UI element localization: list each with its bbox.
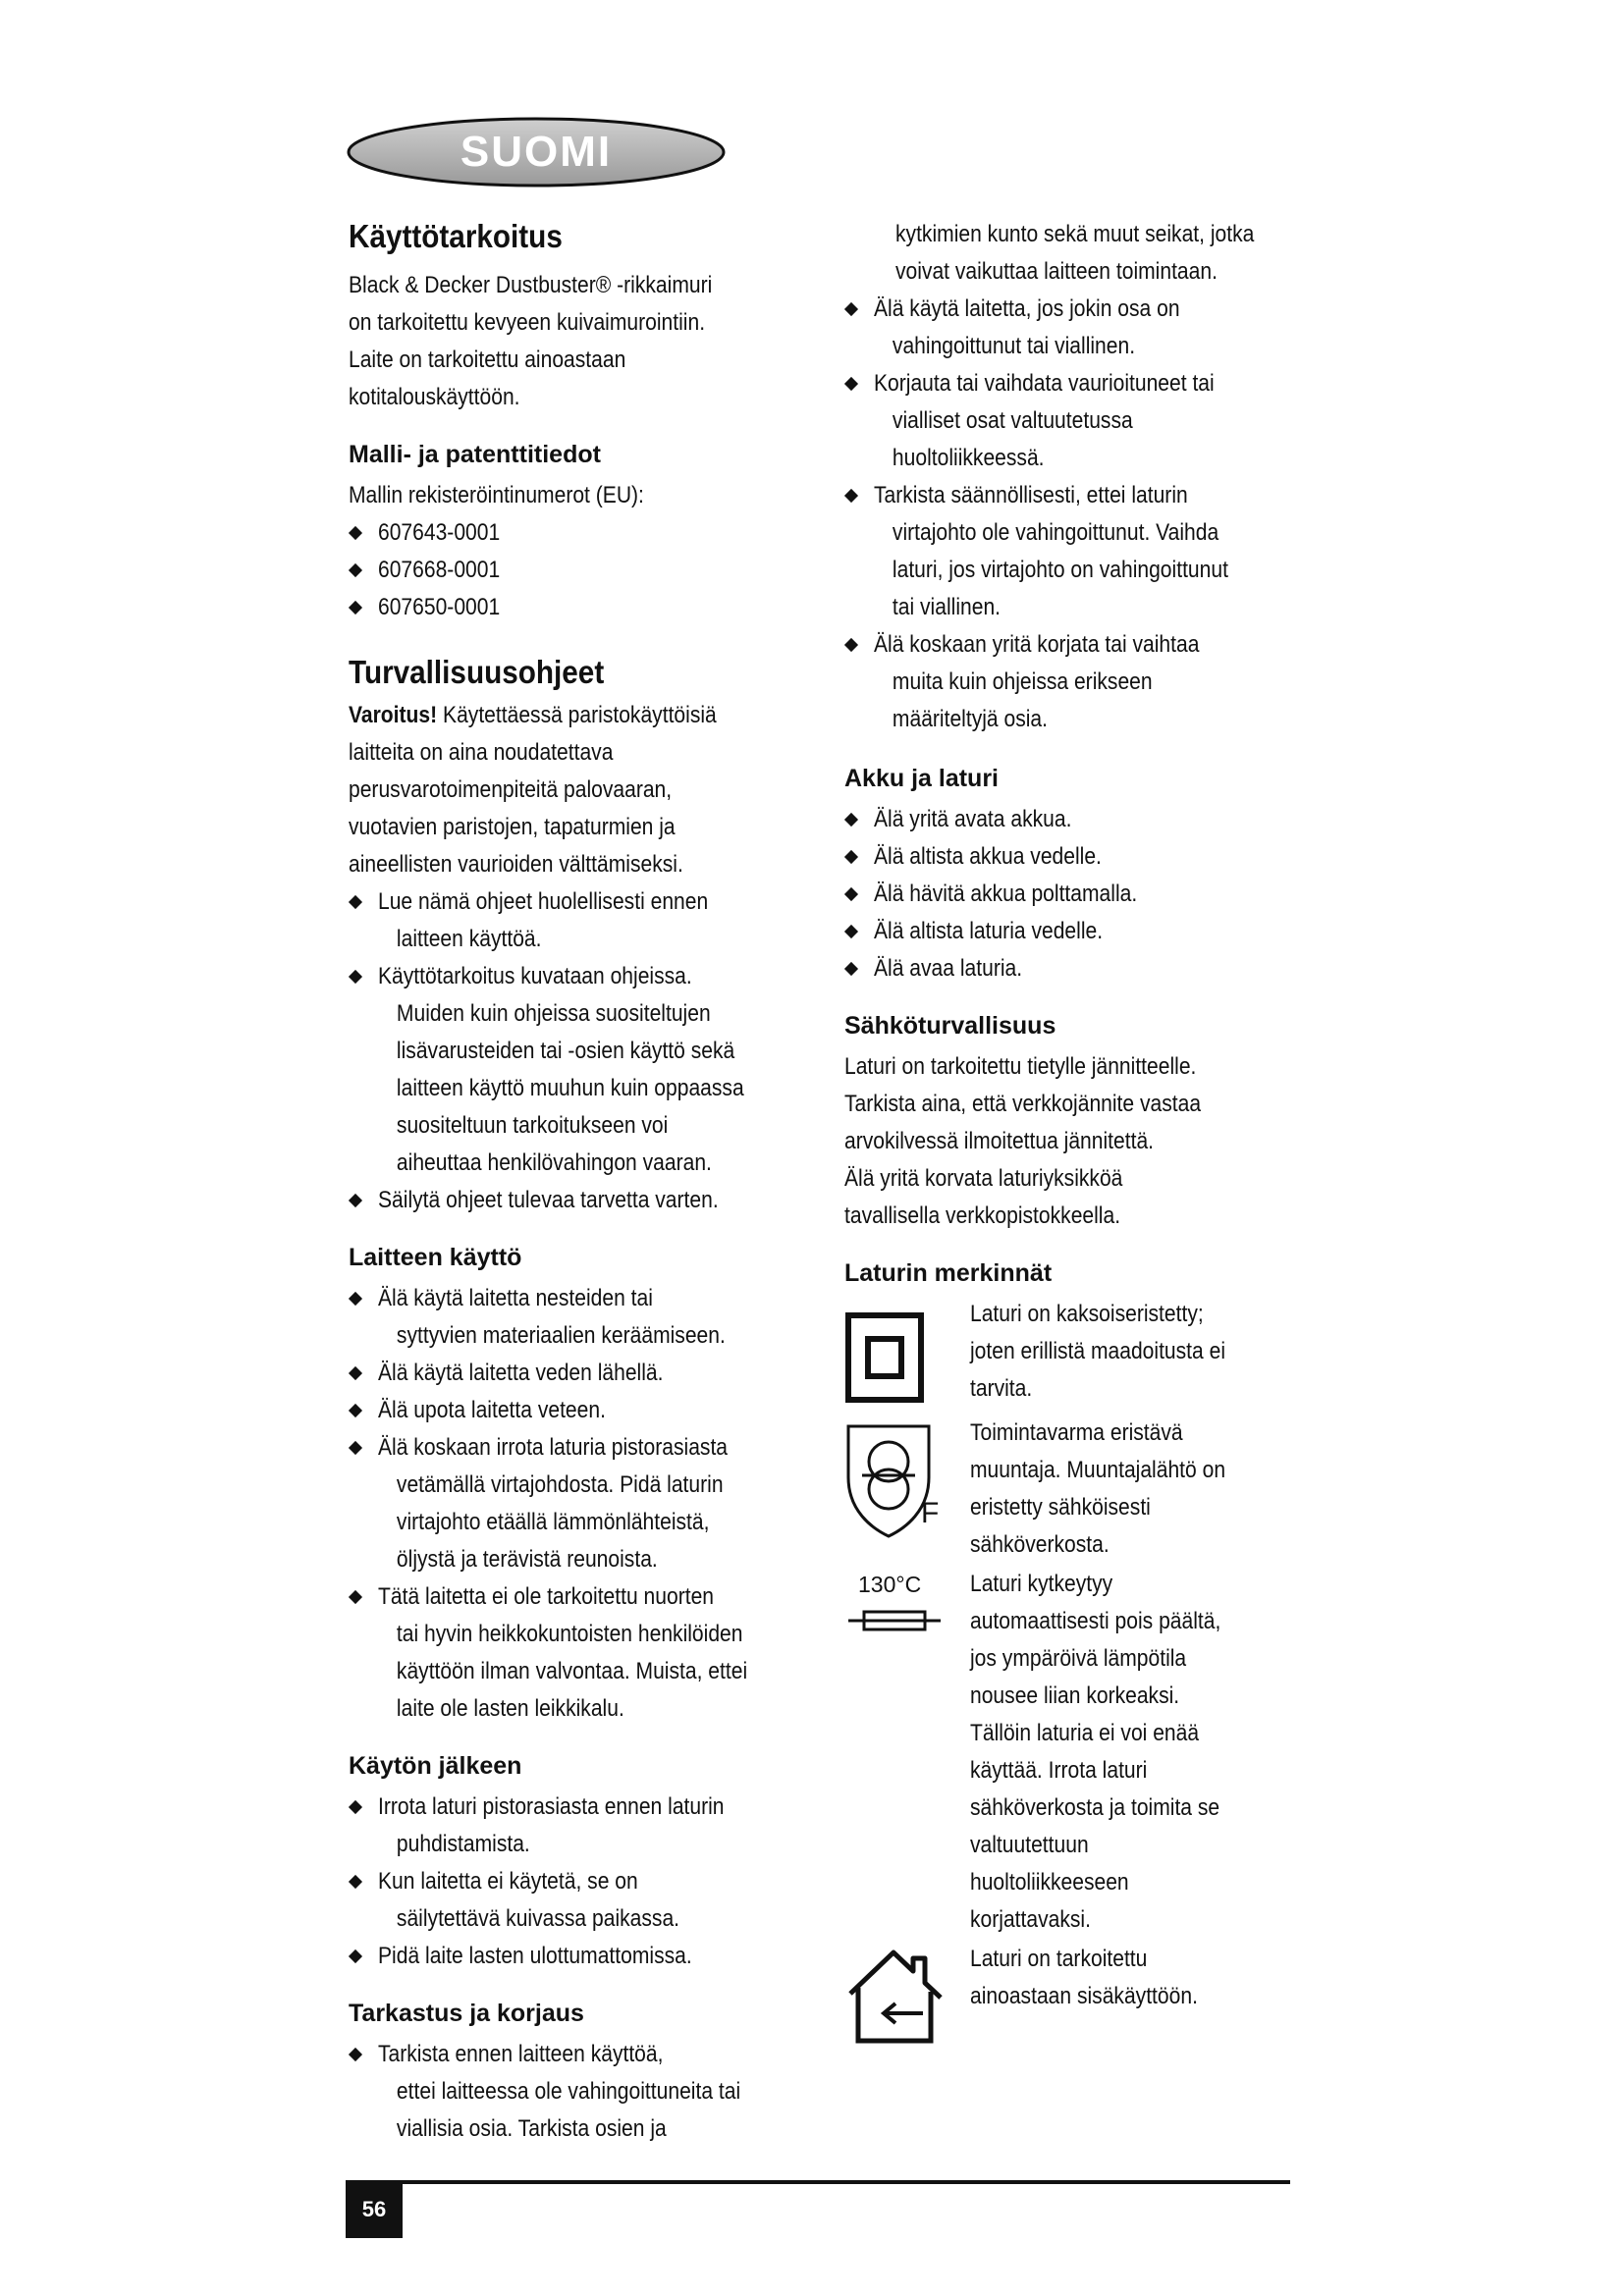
text-line: kytkimien kunto sekä muut seikat, jotka <box>895 221 1255 247</box>
list-item-text: viallisia osia. Tarkista osien ja <box>396 2115 667 2142</box>
list-item <box>844 365 1296 477</box>
list-item-text: Älä altista akkua vedelle. <box>874 843 1102 870</box>
list-item-text: Älä hävitä akkua polttamalla. <box>874 881 1138 907</box>
list-item <box>349 2036 795 2148</box>
bullet-diamond-icon <box>349 601 362 614</box>
list-item-text: aiheuttaa henkilövahingon vaaran. <box>396 1149 712 1176</box>
intended-use-title: Käyttötarkoitus <box>349 218 563 254</box>
list-item-text: ettei laitteessa ole vahingoittuneita tai <box>396 2078 741 2105</box>
text-line: on tarkoitettu kevyeen kuivaimurointiin. <box>349 309 706 336</box>
bullet-diamond-icon <box>349 1366 362 1380</box>
list-item <box>844 950 1296 988</box>
list-item-text: Pidä laite lasten ulottumattomissa. <box>378 1943 692 1969</box>
list-item <box>349 589 795 626</box>
list-item <box>349 958 795 1182</box>
list-item-text: Tätä laitetta ei ole tarkoitettu nuorten <box>378 1583 715 1610</box>
list-item-text: Kun laitetta ei käytetä, se on <box>378 1868 638 1895</box>
list-item <box>349 1182 795 1219</box>
bullet-diamond-icon <box>349 2048 362 2061</box>
text-line: Laturi kytkeytyy <box>970 1571 1113 1597</box>
bullet-diamond-icon <box>844 813 858 827</box>
list-item-text: Lue nämä ohjeet huolellisesti ennen <box>378 888 709 915</box>
list-item-text: laturi, jos virtajohto on vahingoittunut <box>892 557 1228 583</box>
list-item <box>349 1392 795 1429</box>
markings-title: Laturin merkinnät <box>844 1259 1053 1287</box>
list-item <box>844 626 1296 738</box>
text-line: nousee liian korkeaksi. <box>970 1682 1180 1709</box>
model-list <box>349 514 795 626</box>
list-item-text: vetämällä virtajohdosta. Pidä laturin <box>396 1471 724 1498</box>
text-line: muuntaja. Muuntajalähtö on <box>970 1457 1226 1483</box>
continued-text <box>844 216 1296 291</box>
list-item-text: Älä altista laturia vedelle. <box>874 918 1104 944</box>
text-line: valtuutettuun <box>970 1832 1089 1858</box>
list-item-text: käyttöön ilman valvontaa. Muista, ettei <box>396 1658 748 1684</box>
bullet-diamond-icon <box>349 526 362 540</box>
bullet-diamond-icon <box>349 1441 362 1455</box>
right-column <box>844 216 1296 2050</box>
text-line: Black & Decker Dustbuster® -rikkaimuri <box>349 272 713 298</box>
text-line: arvokilvessä ilmoitettua jännitettä. <box>844 1128 1155 1154</box>
text-line: Laturi on kaksoiseristetty; <box>970 1301 1204 1327</box>
text-line: aineellisten vaurioiden välttämiseksi. <box>349 851 683 878</box>
text-line: sähköverkosta. <box>970 1531 1110 1558</box>
page-number: 56 <box>346 2181 403 2238</box>
model-title: Malli- ja patenttitiedot <box>349 441 601 468</box>
inspection-list <box>349 2036 795 2148</box>
list-item-text: 607650-0001 <box>378 594 501 620</box>
safety-warning <box>349 697 795 883</box>
bullet-diamond-icon <box>844 302 858 316</box>
list-item-text: Älä yritä avata akkua. <box>874 806 1072 832</box>
list-item-text: Älä käytä laitetta nesteiden tai <box>378 1285 653 1311</box>
list-item <box>349 1578 795 1728</box>
list-item-text: Irrota laturi pistorasiasta ennen laturin <box>378 1793 725 1820</box>
list-item-text: muita kuin ohjeissa erikseen <box>892 668 1153 695</box>
list-item-text: vahingoittunut tai viallinen. <box>892 333 1136 359</box>
bullet-diamond-icon <box>349 1949 362 1963</box>
bullet-diamond-icon <box>349 1292 362 1306</box>
inspection-title: Tarkastus ja korjaus <box>349 2000 584 2027</box>
text-line: Tarkista aina, että verkkojännite vastaa <box>844 1091 1202 1117</box>
list-item <box>844 876 1296 913</box>
indoor-use-icon <box>844 1941 970 2050</box>
safety-list <box>349 883 795 1219</box>
list-item-text: tai viallinen. <box>892 594 1001 620</box>
list-item-text: Käyttötarkoitus kuvataan ohjeissa. <box>378 963 692 989</box>
list-item-text: Älä upota laitetta veteen. <box>378 1397 606 1423</box>
list-item-text: laitteen käyttö muuhun kuin oppaassa <box>396 1075 744 1101</box>
left-column <box>349 216 795 2148</box>
list-item-text: määriteltyjä osia. <box>892 706 1049 732</box>
list-item-text: Älä käytä laitetta, jos jokin osa on <box>874 295 1180 322</box>
battery-title: Akku ja laturi <box>844 765 999 792</box>
text-line: korjattavaksi. <box>970 1906 1091 1933</box>
text-line: automaattisesti pois päältä, <box>970 1608 1221 1634</box>
list-item-text: Älä koskaan irrota laturia pistorasiasta <box>378 1434 729 1461</box>
bullet-diamond-icon <box>349 1590 362 1604</box>
list-item-text: laitteen käyttöä. <box>396 926 542 952</box>
list-item-text: Korjauta tai vaihdata vaurioituneet tai <box>874 370 1215 397</box>
fuse-temperature: 130°C <box>858 1572 922 1597</box>
thermal-fuse-icon <box>844 1566 970 1939</box>
list-item-text: vialliset osat valtuutetussa <box>892 407 1133 434</box>
list-item-text: laite ole lasten leikkikalu. <box>396 1695 624 1722</box>
text-line: Tällöin laturia ei voi enää <box>970 1720 1200 1746</box>
after-use-list <box>349 1789 795 1975</box>
text-line: joten erillistä maadoitusta ei <box>970 1338 1226 1364</box>
bullet-diamond-icon <box>844 638 858 652</box>
bullet-diamond-icon <box>349 1875 362 1889</box>
text-line: eristetty sähköisesti <box>970 1494 1151 1521</box>
text-line: kotitalouskäyttöön. <box>349 384 520 410</box>
electrical-title: Sähköturvallisuus <box>844 1012 1056 1040</box>
list-item-text: syttyvien materiaalien keräämiseen. <box>396 1322 726 1349</box>
double-insulation-icon <box>844 1296 970 1413</box>
text-line <box>349 697 732 734</box>
usage-list <box>349 1280 795 1728</box>
text-line: Laturi on tarkoitettu <box>970 1946 1148 1972</box>
bullet-diamond-icon <box>349 1800 362 1814</box>
list-item-text: öljystä ja terävistä reunoista. <box>396 1546 658 1573</box>
after-use-title: Käytön jälkeen <box>349 1752 522 1780</box>
text-line: tavallisella verkkopistokkeella. <box>844 1202 1121 1229</box>
text-line: Laite on tarkoitettu ainoastaan <box>349 347 626 373</box>
list-item <box>844 913 1296 950</box>
bullet-diamond-icon <box>844 962 858 976</box>
model-intro: Mallin rekisteröintinumerot (EU): <box>349 482 644 508</box>
text-line: ainoastaan sisäkäyttöön. <box>970 1983 1198 2009</box>
list-item <box>349 552 795 589</box>
list-item-text: lisävarusteiden tai -osien käyttö sekä <box>396 1038 735 1064</box>
list-item-text: suositeltuun tarkoitukseen voi <box>396 1112 669 1139</box>
list-item-text: virtajohto ole vahingoittunut. Vaihda <box>892 519 1219 546</box>
text-line: voivat vaikuttaa laitteen toimintaan. <box>895 258 1218 285</box>
text-line: sähköverkosta ja toimita se <box>970 1794 1220 1821</box>
battery-list <box>844 801 1296 988</box>
list-item <box>349 1789 795 1863</box>
list-item <box>349 1355 795 1392</box>
symbol-text <box>970 1296 1296 1413</box>
list-item <box>844 291 1296 365</box>
list-item <box>349 1938 795 1975</box>
list-item-text: Tarkista ennen laitteen käyttöä, <box>378 2041 664 2067</box>
usage-title: Laitteen käyttö <box>349 1244 522 1271</box>
bullet-diamond-icon <box>349 563 362 577</box>
intended-use-text <box>349 267 795 416</box>
symbol-row-safety-transformer <box>844 1415 1296 1564</box>
list-item <box>349 514 795 552</box>
bullet-diamond-icon <box>844 377 858 391</box>
list-item <box>844 477 1296 626</box>
list-item-text: Muiden kuin ohjeissa suositeltujen <box>396 1000 711 1027</box>
bullet-diamond-icon <box>844 887 858 901</box>
list-item-text: 607668-0001 <box>378 557 501 583</box>
list-item-text: virtajohto etäällä lämmönlähteistä, <box>396 1509 710 1535</box>
bullet-diamond-icon <box>844 925 858 938</box>
symbol-text <box>970 1941 1296 2050</box>
language-badge <box>346 116 727 188</box>
list-item-text: Älä avaa laturia. <box>874 955 1023 982</box>
text-line: perusvarotoimenpiteitä palovaaran, <box>349 776 673 803</box>
list-item-text: tai hyvin heikkokuntoisten henkilöiden <box>396 1621 743 1647</box>
list-item <box>349 1863 795 1938</box>
language-label: SUOMI <box>460 128 613 176</box>
safety-transformer-icon <box>844 1415 970 1564</box>
list-item-text: huoltoliikkeessä. <box>892 445 1045 471</box>
text-line: tarvita. <box>970 1375 1033 1402</box>
text-line: huoltoliikkeeseen <box>970 1869 1129 1896</box>
list-item-text: puhdistamista. <box>396 1831 530 1857</box>
text-line: jos ympäröivä lämpötila <box>970 1645 1187 1672</box>
list-item-text: Älä käytä laitetta veden lähellä. <box>378 1360 664 1386</box>
list-item-text: säilytettävä kuivassa paikassa. <box>396 1905 680 1932</box>
list-item-text: Säilytä ohjeet tulevaa tarvetta varten. <box>378 1187 719 1213</box>
text-line: laitteita on aina noudatettava <box>349 739 614 766</box>
list-item-text: 607643-0001 <box>378 519 501 546</box>
symbol-row-double-insulation <box>844 1296 1296 1413</box>
bullet-diamond-icon <box>349 895 362 909</box>
footer-rule <box>346 2180 1290 2184</box>
list-item <box>349 1429 795 1578</box>
symbol-text <box>970 1415 1296 1564</box>
transformer-letter: F <box>921 1497 940 1529</box>
text-line: Laturi on tarkoitettu tietylle jännitteelle. <box>844 1053 1197 1080</box>
text-line: Älä yritä korvata laturiyksikköä <box>844 1165 1123 1192</box>
bullet-diamond-icon <box>349 1404 362 1417</box>
symbol-text <box>970 1566 1296 1939</box>
text-line: käyttää. Irrota laturi <box>970 1757 1148 1784</box>
electrical-text <box>844 1048 1296 1235</box>
bullet-diamond-icon <box>844 850 858 864</box>
bullet-diamond-icon <box>349 970 362 984</box>
bullet-diamond-icon <box>844 489 858 503</box>
list-item <box>844 801 1296 838</box>
list-item-text: Tarkista säännöllisesti, ettei laturin <box>874 482 1188 508</box>
bullet-diamond-icon <box>349 1194 362 1207</box>
list-item <box>844 838 1296 876</box>
list-item <box>349 883 795 958</box>
warning-label: Varoitus! <box>349 702 438 728</box>
symbol-row-indoor-use <box>844 1941 1296 2050</box>
text-line: vuotavien paristojen, tapaturmien ja <box>349 814 676 840</box>
text-line: Toimintavarma eristävä <box>970 1419 1183 1446</box>
list-item <box>349 1280 795 1355</box>
warning-text: Käytettäessä paristokäyttöisiä <box>437 702 717 728</box>
list-item-text: Älä koskaan yritä korjata tai vaihtaa <box>874 631 1200 658</box>
inspection-continued-list <box>844 291 1296 738</box>
safety-title: Turvallisuusohjeet <box>349 654 605 690</box>
symbol-row-thermal-fuse <box>844 1566 1296 1939</box>
